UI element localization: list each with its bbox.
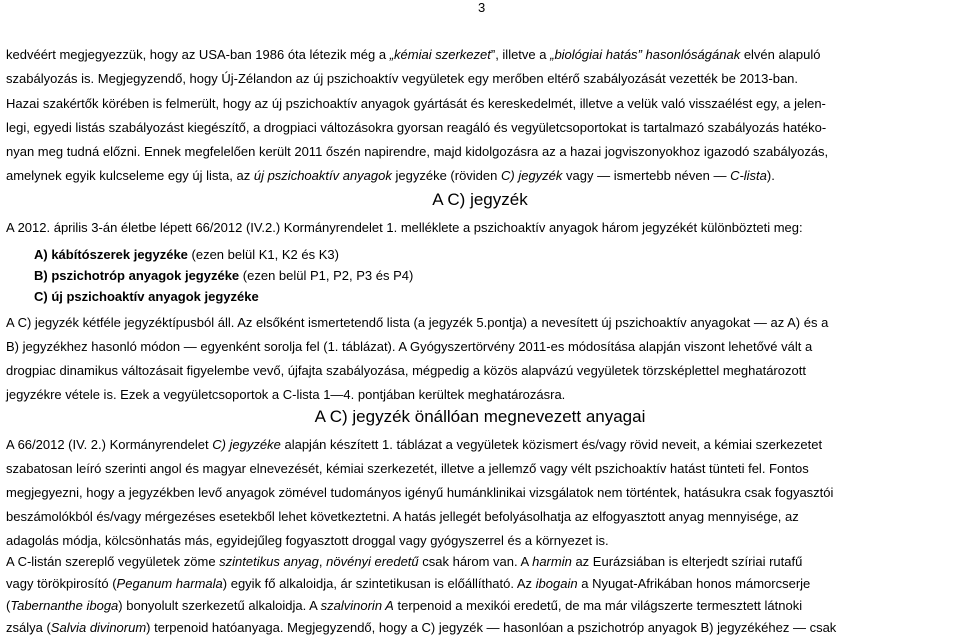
list-item-b [34, 266, 413, 285]
text-run: (ezen belül P1, P2, P3 és P4) [239, 268, 414, 283]
p3-line-4: jegyzékre vétele is. Ezek a vegyületcsoportok a C-lista 1—4. pontjában kerültek meghatározásra. [6, 387, 566, 402]
italic-term: ibogain [535, 576, 578, 591]
italic-term: C) jegyzéke [212, 437, 281, 452]
p3-line-3: drogpiac dinamikus változásait figyelembe vevő, újfajta szabályozása, mégpedig a közös alapvázú vegyületek törzsképlettel meghatározott [6, 363, 806, 378]
p1-line-5: nyan meg tudná előzni. Ennek megfelelően került 2011 őszén napirendre, majd kidolgozásra az a hazai jogviszonyokhoz igazodó szabályozás, [6, 144, 829, 159]
text-run: a Nyugat-Afrikában honos mámorcserje [577, 576, 811, 591]
p3-line-2: B) jegyzékhez hasonló módon — egyenként sorolja fel (1. táblázat). A Gyógyszertörvény 2011-es módosítása alapján viszont lehetővé vált a [6, 339, 813, 354]
text-run: csak három van. A [418, 554, 533, 569]
text-run: A C-listán szereplő vegyületek zöme [6, 554, 220, 569]
text-run: ) egyik fő alkaloidja, ár szintetikusan is előállítható. Az [222, 576, 536, 591]
p4-line-4: beszámolókból és/vagy mérgezéses esetekből lehet következtetni. A hatás jellegét befolyásolhatja az elfogyasztott anyag mennyisége, az [6, 509, 799, 524]
p2-line-1: A 2012. április 3-án életbe lépett 66/2012 (IV.2.) Kormányrendelet 1. melléklete a pszichoaktív anyagok három jegyzékét különbözteti meg: [6, 220, 803, 235]
text-run: ) bonyolult szerkezetű alkaloidja. A [118, 598, 321, 613]
text-run: amelynek egyik kulcseleme egy új lista, az [6, 168, 254, 183]
section-heading-named-substances: A C) jegyzék önállóan megnevezett anyagai [314, 407, 646, 426]
text-run: ). [766, 168, 775, 183]
italic-term: harmin [532, 554, 572, 569]
text-run: vagy törökpirosító ( [6, 576, 117, 591]
italic-term: Salvia divinorum [50, 620, 147, 635]
italic-term: Tabernanthe iboga [10, 598, 119, 613]
italic-term: növényi eredetű [326, 554, 419, 569]
p1-line-1 [6, 45, 820, 64]
p1-line-4: legi, egyedi listás szabályozást kiegészítő, a drogpiaci változásokra gyorsan reagáló és vegyületcsoportokat is tartalmazó szabályozás hatéko- [6, 120, 827, 135]
p4-line-1 [6, 435, 822, 454]
list-item-a [34, 245, 339, 264]
text-run: terpenoid a mexikói eredetű, de ma már világszerte termesztett látnoki [393, 598, 803, 613]
p5-line-4 [6, 618, 836, 637]
italic-term: C) jegyzék [501, 168, 563, 183]
p1-line-2: szabályozás is. Megjegyzendő, hogy Új-Zélandon az új pszichoaktív vegyületek egy merőben eltérő szabályozását vezették be 2013-ban. [6, 71, 799, 86]
italic-term: C-lista [730, 168, 767, 183]
text-run: ”, illetve a [490, 47, 551, 62]
text-run: A 66/2012 (IV. 2.) Kormányrendelet [6, 437, 213, 452]
text-run: , [318, 554, 327, 569]
italic-term: „biológiai hatás [550, 47, 638, 62]
text-run: zsálya ( [6, 620, 51, 635]
p4-line-2: szabatosan leíró szerinti angol és magyar elnevezését, kémiai szerkezetét, illetve a jellemző vagy vélt pszichoaktív hatást tünteti fel. Fontos [6, 461, 809, 476]
p5-line-1 [6, 552, 802, 571]
p3-line-1: A C) jegyzék kétféle jegyzéktípusból áll. Az elsőként ismertetendő lista (a jegyzék 5.pontja) a nevesített új pszichoaktív anyagokat — az A) és a [6, 315, 829, 330]
list-item-c [34, 287, 259, 306]
p4-line-3: megjegyezni, hogy a jegyzékben levő anyagok zömével tudományos igényű humánklinikai vizsgálatok nem történtek, hatásukra csak fogyasztói [6, 485, 834, 500]
italic-term: „kémiai szerkezet [389, 47, 491, 62]
text-run: ( [6, 598, 11, 613]
text-run: ) terpenoid hatóanyaga. Megjegyzendő, hogy a C) jegyzék — hasonlóan a pszichotróp anyagok B) jegyzékéhez — csak [146, 620, 837, 635]
p5-line-3 [6, 596, 802, 615]
list-item-title: A) kábítószerek jegyzéke [34, 247, 188, 262]
list-item-title: B) pszichotróp anyagok jegyzéke [34, 268, 240, 283]
page-number: 3 [478, 0, 486, 15]
italic-term: ” hasonlóságának [637, 47, 741, 62]
italic-term: Peganum harmala [116, 576, 223, 591]
text-run: alapján készített 1. táblázat a vegyületek közismert és/vagy rövid neveit, a kémiai szerkezetet [280, 437, 823, 452]
italic-term: szalvinorin A [320, 598, 394, 613]
p1-line-6 [6, 166, 775, 185]
text-run: kedvéért megjegyezzük, hogy az USA-ban 1986 óta létezik még a [6, 47, 390, 62]
p4-line-5: adagolás módja, kölcsönhatás más, egyidejűleg fogyasztott droggal vagy gyógyszerrel és a környezet is. [6, 533, 609, 548]
text-run: vagy — ismertebb néven — [562, 168, 731, 183]
text-run: elvén alapuló [740, 47, 821, 62]
text-run: (ezen belül K1, K2 és K3) [187, 247, 339, 262]
list-item-title: C) új pszichoaktív anyagok jegyzéke [34, 289, 259, 304]
p5-line-2 [6, 574, 810, 593]
italic-term: új pszichoaktív anyagok [253, 168, 392, 183]
italic-term: szintetikus anyag [219, 554, 319, 569]
p1-line-3: Hazai szakértők körében is felmerült, hogy az új pszichoaktív anyagok gyártását és kereskedelmét, illetve a velük való visszaélést egy, a jelen- [6, 96, 826, 111]
section-heading-c-list: A C) jegyzék [432, 190, 528, 209]
text-run: az Eurázsiában is elterjedt szíriai rutafű [571, 554, 803, 569]
text-run: jegyzéke (röviden [391, 168, 501, 183]
